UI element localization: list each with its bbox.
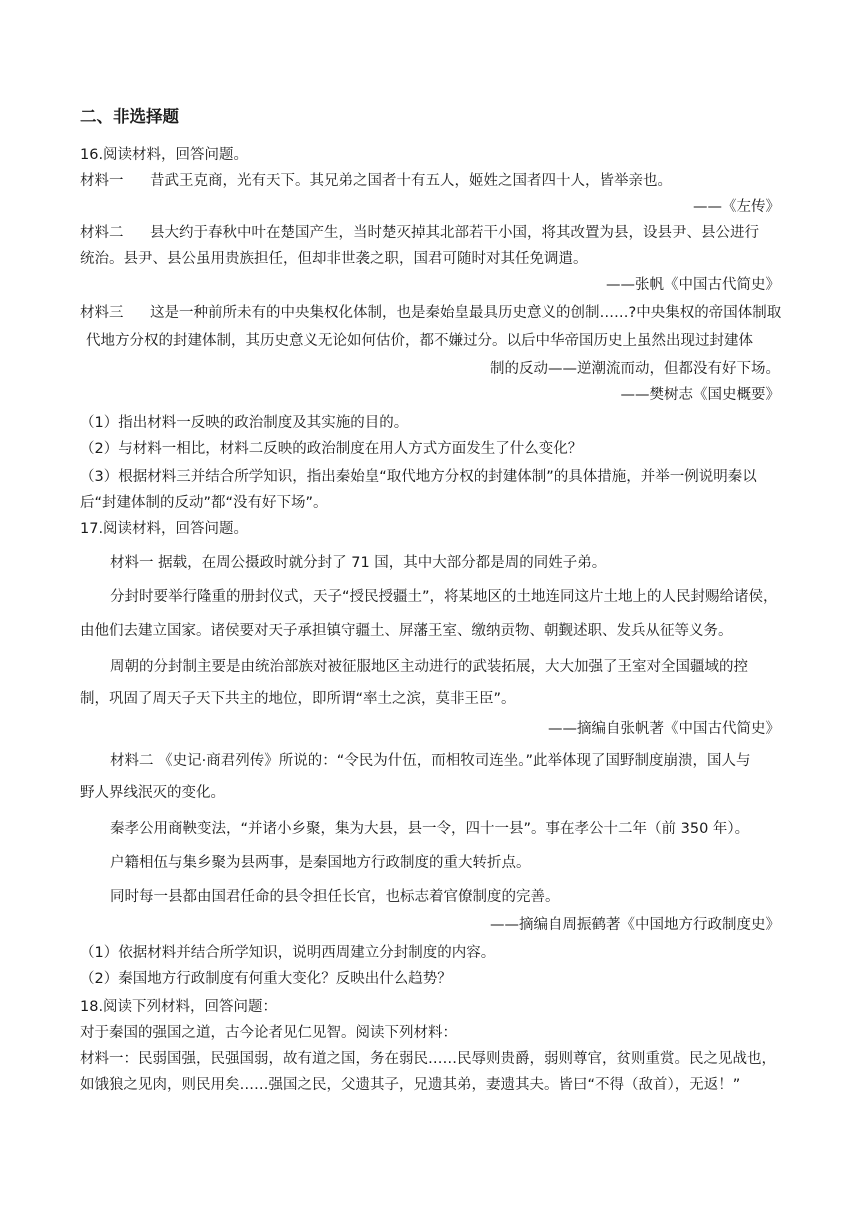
material-text: 县大约于春秋中叶在楚国产生，当时楚灭掉其北部若干小国，将其改置为县，设县尹、县公进行 <box>150 225 759 241</box>
q17-paragraph-2: 分封时要举行隆重的册封仪式，天子“授民授疆土”，将某地区的土地连同这片土地上的人民封赐给诸侯， <box>110 589 778 605</box>
q16-material-1 <box>80 170 780 192</box>
q17-paragraph-2-cont: 由他们去建立国家。诸侯要对天子承担镇守疆土、屏藩王室、缴纳贡物、朝觐述职、发兵从征等义务。 <box>80 623 733 639</box>
q18-material-1: 材料一：民弱国强，民强国弱，故有道之国，务在弱民……民辱则贵爵，弱则尊官，贫则重赏。民之见战也， <box>80 1051 776 1067</box>
q17-paragraph-5: 秦孝公用商鞅变法，“并诸小乡聚，集为大县，县一令，四十一县”。事在孝公十二年（前 350 年）。 <box>110 821 750 837</box>
q16-material-2-source: ——张帆《中国古代简史》 <box>606 277 780 293</box>
q17-stem: 17.阅读材料，回答问题。 <box>80 521 249 537</box>
material-text: 这是一种前所未有的中央集权化体制，也是秦始皇最具历史意义的创制……?中央集权的帝国体制取 <box>150 305 782 321</box>
q16-material-2 <box>80 222 780 244</box>
q17-paragraph-4-cont: 野人界线泯灭的变化。 <box>80 785 225 801</box>
material-label: 材料三 <box>80 305 124 321</box>
q16-material-3-cont: 代地方分权的封建体制，其历史意义无论如何估价，都不嫌过分。以后中华帝国历史上虽然出现过封建体 <box>86 333 753 349</box>
q17-source-2: ——摘编自周振鹤著《中国地方行政制度史》 <box>490 917 780 933</box>
q17-question-2: （2）秦国地方行政制度有何重大变化？反映出什么趋势？ <box>80 971 452 987</box>
q18-stem: 18.阅读下列材料，回答问题： <box>80 999 278 1015</box>
q18-intro: 对于秦国的强国之道，古今论者见仁见智。阅读下列材料： <box>80 1025 457 1041</box>
q16-question-1: （1）指出材料一反映的政治制度及其实施的目的。 <box>80 415 409 431</box>
material-label: 材料一 <box>80 173 124 189</box>
q17-question-1: （1）依据材料并结合所学知识，说明西周建立分封制度的内容。 <box>80 945 496 961</box>
q16-question-3: （3）根据材料三并结合所学知识，指出秦始皇“取代地方分权的封建体制”的具体措施，并举一例说明秦以 <box>80 469 757 485</box>
q17-paragraph-4: 材料二 《史记·商君列传》所说的：“令民为什伍，而相牧司连坐。”此举体现了国野制度崩溃，国人与 <box>110 753 751 769</box>
q16-material-3-source: ——樊树志《国史概要》 <box>620 387 780 403</box>
material-label: 材料二 <box>80 225 124 241</box>
q16-material-2-cont: 统治。县尹、县公虽用贵族担任，但却非世袭之职，国君可随时对其任免调遣。 <box>80 251 588 267</box>
q17-paragraph-3-cont: 制，巩固了周天子天下共主的地位，即所谓“率土之滨，莫非王臣”。 <box>80 691 516 707</box>
q16-question-2: （2）与材料一相比，材料二反映的政治制度在用人方式方面发生了什么变化？ <box>80 441 583 457</box>
q16-question-3-cont: 后“封建体制的反动”都“没有好下场”。 <box>80 495 328 511</box>
material-text: 昔武王克商，光有天下。其兄弟之国者十有五人，姬姓之国者四十人，皆举亲也。 <box>150 173 672 189</box>
q18-material-1-cont: 如饿狼之见肉，则民用矣……强国之民，父遗其子，兄遗其弟，妻遗其夫。皆曰“不得（敌首），无返！” <box>80 1077 741 1093</box>
q17-source-1: ——摘编自张帆著《中国古代简史》 <box>548 721 780 737</box>
q16-material-1-source: ——《左传》 <box>693 199 780 215</box>
q16-stem: 16.阅读材料，回答问题。 <box>80 147 249 163</box>
q16-material-3 <box>80 302 780 324</box>
q16-material-3-cont-2: 制的反动——逆潮流而动，但都没有好下场。 <box>490 361 780 377</box>
q17-paragraph-1: 材料一 据载，在周公摄政时就分封了 71 国，其中大部分都是周的同姓子弟。 <box>110 555 607 571</box>
q17-paragraph-3: 周朝的分封制主要是由统治部族对被征服地区主动进行的武装拓展，大大加强了王室对全国疆域的控 <box>110 659 748 675</box>
section-title: 二、非选择题 <box>80 107 179 126</box>
q17-paragraph-6: 户籍相伍与集乡聚为县两事，是秦国地方行政制度的重大转折点。 <box>110 855 531 871</box>
q17-paragraph-7: 同时每一县都由国君任命的县令担任长官，也标志着官僚制度的完善。 <box>110 889 560 905</box>
